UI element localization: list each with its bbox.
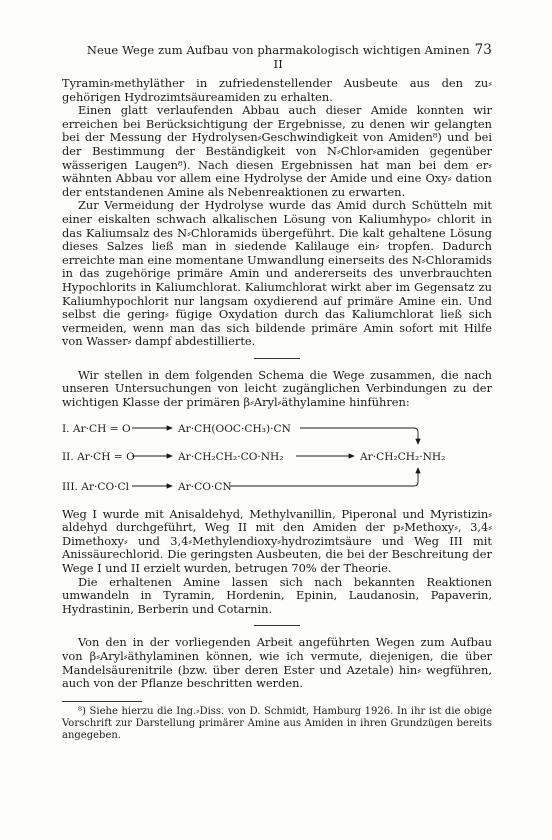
scheme-row1-mid: Ar·CH(OOC·CH₃)·CN <box>178 422 291 435</box>
row1-down-arrow <box>414 428 418 444</box>
scheme-row3-mid: Ar·CO·CN <box>178 480 232 493</box>
scheme-row2-start: II. Ar·CH = O <box>62 450 135 463</box>
reaction-scheme-graphic <box>62 418 492 500</box>
paragraph-7: Von den in der vorliegenden Arbeit angeführten Wegen zum Aufbau von β⸗Aryl⸗äthylaminen können, wie ich vermute, diejenigen, die über Mandelsäurenitrile (bzw. über deren Ester und Azetale) hin⸗ wegführen, auch von der Pflanze beschritten werden. <box>62 635 492 691</box>
paragraph-2: Einen glatt verlaufenden Abbau auch dieser Amide konnten wir erreichen bei Berücksichtigung der Ergebnisse, zu denen wir gelangten bei der Messung der Hydrolysen⸗Geschwindigkeit von Amiden⁸) und bei der Bestimmung der Beständigkeit von N⸗Chlor⸗amiden gegenüber wässerigen Laugen⁸). Nach diesen Ergebnissen hat man bei dem er⸗ wähnten Abbau vor allem eine Hydrolyse der Amide und eine Oxy⸗ dation der entstandenen Amine als Nebenreaktionen zu erwarten. <box>62 103 492 199</box>
document-page <box>62 42 492 742</box>
paragraph-1: Tyramin⸗methyläther in zufriedenstellender Ausbeute aus den zu⸗ gehörigen Hydrozimtsäureamiden zu erhalten. <box>62 76 492 104</box>
scheme-row3-start: III. Ar·CO·Cl <box>62 480 130 493</box>
scheme-row2-mid: Ar·CH₂CH₂·CO·NH₂ <box>178 450 284 463</box>
paragraph-5: Weg I wurde mit Anisaldehyd, Methylvanillin, Piperonal und Myristizin⸗aldehyd durchgeführt, Weg II mit den Amiden der p⸗Methoxy⸗, 3,4⸗Dimethoxy⸗ und 3,4⸗Methylendioxy⸗hydrozimtsäure und Weg III mit Anissäurechlorid. Die geringsten Ausbeuten, die bei der Beschreitung der Wege I und II erzielt wurden, betrugen 70% der Theorie. <box>62 506 492 576</box>
scheme-row1-start: I. Ar·CH = O <box>62 422 131 435</box>
section-divider <box>254 358 300 359</box>
paragraph-3: Zur Vermeidung der Hydrolyse wurde das Amid durch Schütteln mit einer eiskalten schwach alkalischen Lösung von Kaliumhypo⸗ chlorit in das Kaliumsalz des N⸗Chloramids übergeführt. Die kalt gehaltene Lösung dieses Salzes ließ man in siedende Kalilauge ein⸗ tropfen. Dadurch erreichte man eine momentane Umwandlung einerseits des N⸗Chloramids in das zugehörige primäre Amin und andererseits des unverbrauchten Hypochlorits in Kaliumchlorat. Kaliumchlorat wirkt aber im Gegensatz zu Kaliumhypochlorit nur langsam oxydierend auf primäre Amine ein. Und selbst die gering⸗ fügige Oxydation durch das Kaliumchlorat ließ sich vermeiden, wenn man das sich bildende primäre Amin sofort mit Hilfe von Wasser⸗ dampf abdestillierte. <box>62 198 492 349</box>
running-title: Neue Wege zum Aufbau von pharmakologisch wichtigen Aminen II <box>86 43 470 71</box>
page-number: 73 <box>474 42 492 58</box>
section-divider-2 <box>254 625 300 626</box>
reaction-scheme <box>62 418 492 500</box>
row3-up-arrow <box>414 468 418 486</box>
footnote: ⁸) Siehe hierzu die Ing.⸗Diss. von D. Schmidt, Hamburg 1926. In ihr ist die obige Vorschrift zur Darstellung primärer Amine aus Amiden in ihren Grundzügen bereits angegeben. <box>62 705 492 741</box>
footnote-rule <box>62 701 142 702</box>
paragraph-6: Die erhaltenen Amine lassen sich nach bekannten Reaktionen umwandeln in Tyramin, Hordenin, Epinin, Laudanosin, Papaverin, Hydrastinin, Berberin und Cotarnin. <box>62 574 492 616</box>
paragraph-4: Wir stellen in dem folgenden Schema die Wege zusammen, die nach unseren Untersuchungen von leicht zugänglichen Verbindungen zu der wichtigen Klasse der primären β⸗Aryl⸗äthylamine hinführen: <box>62 367 492 410</box>
running-header <box>62 42 492 71</box>
scheme-row2-product: Ar·CH₂CH₂·NH₂ <box>360 450 446 463</box>
